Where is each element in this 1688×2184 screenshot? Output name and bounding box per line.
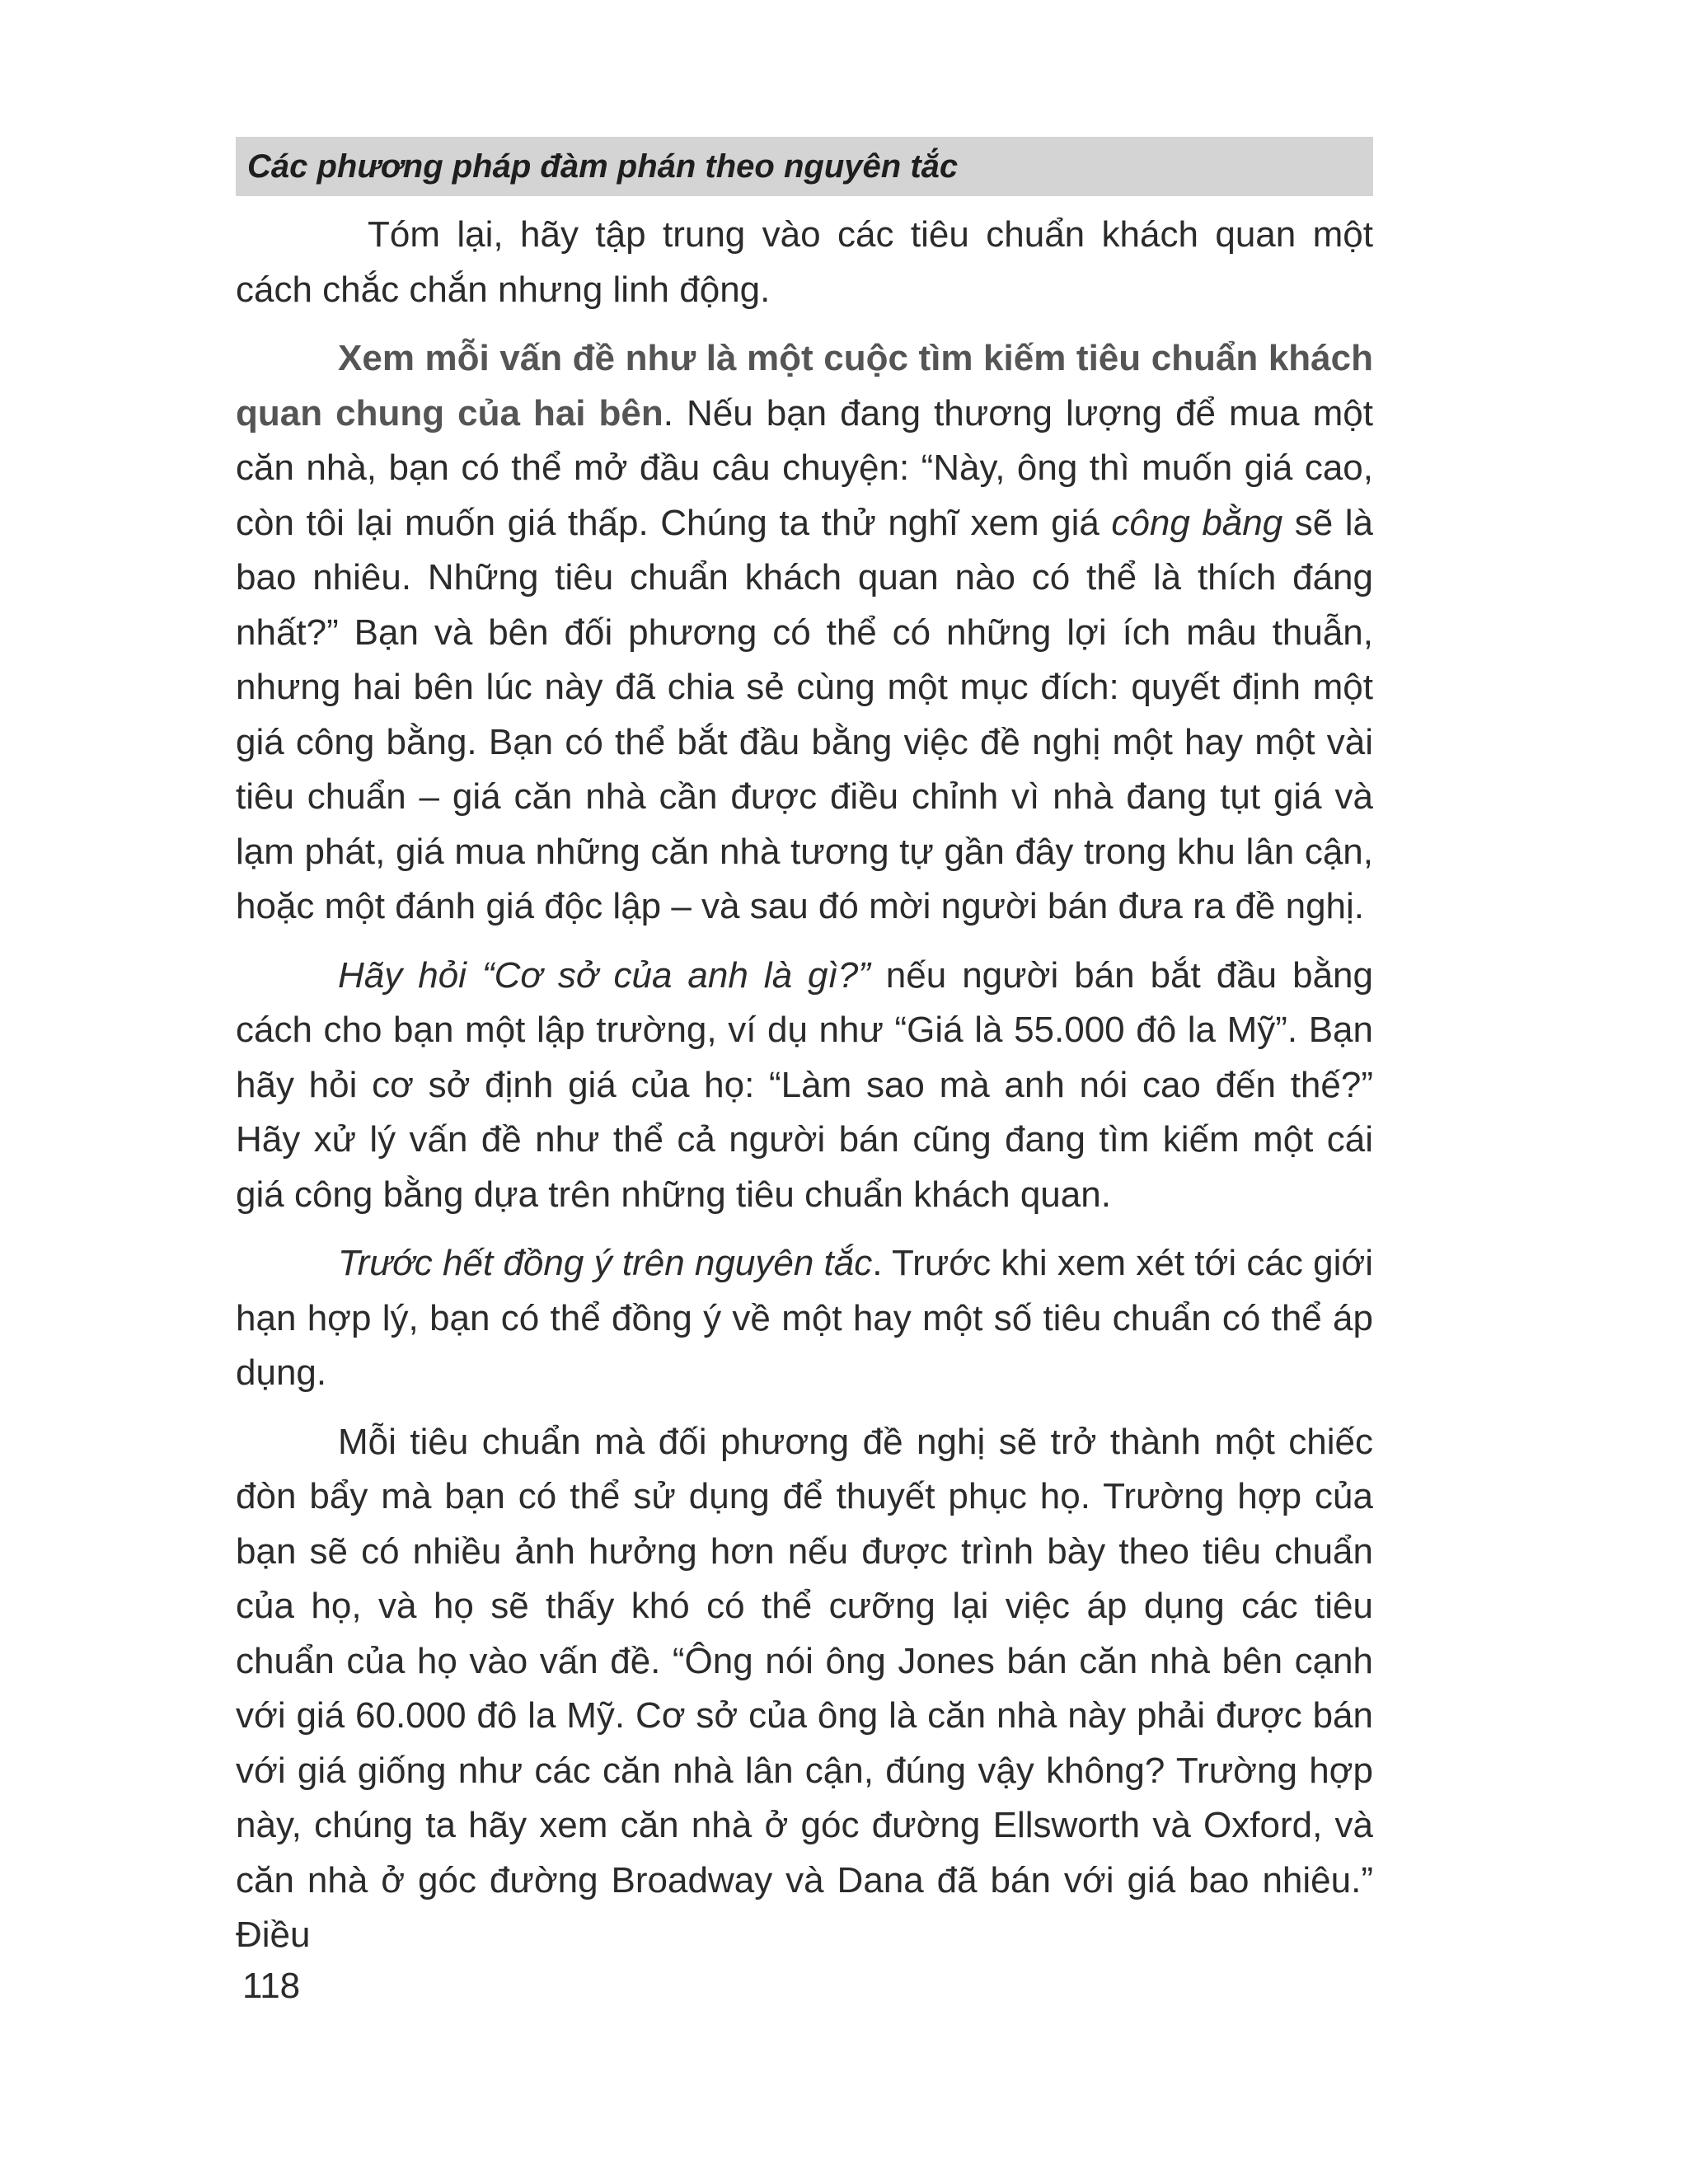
paragraph-agree-principles <box>236 1236 1373 1401</box>
paragraph-lead-bold: Xem mỗi vấn đề như là một cuộc tìm kiếm tiêu chuẩn khách quan chung của hai bên <box>236 338 1373 434</box>
paragraph-lead-italic: Hãy hỏi “Cơ sở của anh là gì?” <box>338 954 870 996</box>
page-number: 118 <box>242 1966 301 2006</box>
paragraph-summary <box>236 208 1373 317</box>
paragraph-text: Mỗi tiêu chuẩn mà đối phương đề nghị sẽ trở thành một chiếc đòn bẩy mà bạn có thể sử dụng để thuyết phục họ. Trường hợp của bạn sẽ có nhiều ảnh hưởng hơn nếu được trình bày theo tiêu chuẩn của họ, và họ sẽ thấy khó có thể cưỡng lại việc áp dụng các tiêu chuẩn của họ vào vấn đề. “Ông nói ông Jones bán căn nhà bên cạnh với giá 60.000 đô la Mỹ. Cơ sở của ông là căn nhà này phải được bán với giá giống như các căn nhà lân cận, đúng vậy không? Trường hợp này, chúng ta hãy xem căn nhà ở góc đường Ellsworth và Oxford, và căn nhà ở góc đường Broadway và Dana đã bán với giá bao nhiêu.” Điều <box>236 1421 1373 1955</box>
paragraph-leverage <box>236 1415 1373 1963</box>
paragraph-text: nếu người bán bắt đầu bằng cách cho bạn một lập trường, ví dụ như “Giá là 55.000 đô la Mỹ”. Bạn hãy hỏi cơ sở định giá của họ: “Làm sao mà anh nói cao đến thế?” Hãy xử lý vấn đề như thể cả người bán cũng đang tìm kiếm một cái giá công bằng dựa trên những tiêu chuẩn khách quan. <box>236 954 1373 1215</box>
paragraph-text: . Trước khi xem xét tới các giới hạn hợp lý, bạn có thể đồng ý về một hay một số tiêu chuẩn có thể áp dụng. <box>236 1243 1373 1393</box>
paragraph-emphasis: công bằng <box>1111 502 1283 543</box>
paragraph-text: sẽ là bao nhiêu. Những tiêu chuẩn khách quan nào có thể là thích đáng nhất?” Bạn và bên đối phương có thể có những lợi ích mâu thuẫn, nhưng hai bên lúc này đã chia sẻ cùng một mục đích: quyết định một giá công bằng. Bạn có thể bắt đầu bằng việc đề nghị một hay một vài tiêu chuẩn – giá căn nhà cần được điều chỉnh vì nhà đang tụt giá và lạm phát, giá mua những căn nhà tương tự gần đây trong khu lân cận, hoặc một đánh giá độc lập – và sau đó mời người bán đưa ra đề nghị. <box>236 502 1373 926</box>
paragraph-text: . Nếu bạn đang thương lượng để mua một căn nhà, bạn có thể mở đầu câu chuyện: “Này, ông thì muốn giá cao, còn tôi lại muốn giá thấp. Chúng ta thử nghĩ xem giá <box>236 392 1373 543</box>
paragraph-ask-basis <box>236 949 1373 1223</box>
paragraph-text: Tóm lại, hãy tập trung vào các tiêu chuẩn khách quan một cách chắc chắn nhưng linh động. <box>236 214 1373 310</box>
body-text <box>236 208 1373 1977</box>
running-header-title: Các phương pháp đàm phán theo nguyên tắc <box>247 148 959 185</box>
running-header <box>236 137 1373 196</box>
paragraph-lead-italic: Trước hết đồng ý trên nguyên tắc <box>338 1243 873 1283</box>
paragraph-joint-search <box>236 331 1373 935</box>
